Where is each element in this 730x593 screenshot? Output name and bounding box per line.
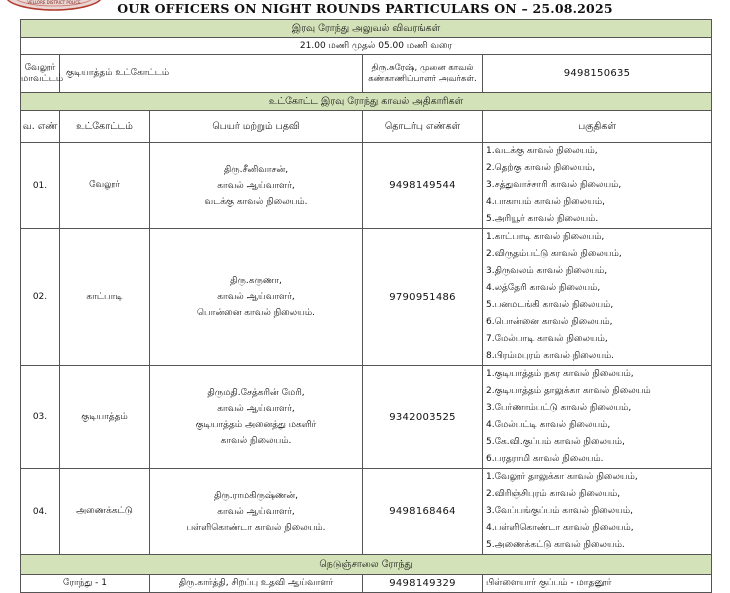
district-row	[21, 55, 712, 93]
highway-row	[21, 575, 712, 593]
row-officer	[150, 366, 363, 469]
area-item: 4.பள்ளிகொண்டா காவல் நிலையம்,	[486, 523, 634, 533]
area-item: 2.தெற்கு காவல் நிலையம்,	[486, 163, 596, 173]
district-name: வேலூர் மாவட்டம்	[21, 55, 60, 93]
district-subdivision: குடியாத்தம் உட்கோட்டம்	[60, 55, 363, 93]
officer-line: திரு.கருணா,	[230, 276, 282, 286]
row-subdivision: வேலூர்	[60, 143, 150, 229]
area-item: 1.குடியாத்தம் நகர காவல் நிலையம்,	[486, 369, 634, 379]
officer-line: திருமதி.சேத்கரின் மேரி,	[207, 388, 305, 398]
area-item: 3.வேப்பங்குப்பம் காவல் நிலையம்,	[486, 506, 633, 516]
officer-line: காவல் நிலையம்.	[220, 436, 292, 446]
area-item: 7.மேல்பாடி காவல் நிலையம்,	[486, 334, 608, 344]
time-row	[21, 38, 712, 55]
table-row	[21, 229, 712, 366]
subdivision-title: உட்கோட்ட இரவு ரோந்து காவல் அதிகாரிகள்	[21, 93, 712, 111]
officer-line: பள்ளிகொண்டா காவல் நிலையம்.	[186, 522, 326, 533]
time-range: 21.00 மணி முதல் 05.00 மணி வரை	[21, 38, 712, 55]
night-rounds-table	[20, 19, 712, 593]
row-officer	[150, 469, 363, 555]
area-item: 3.திருவலம் காவல் நிலையம்,	[486, 266, 608, 276]
area-item: 2.குடியாத்தம் தாலுக்கா காவல் நிலையம்	[486, 386, 651, 396]
header	[0, 0, 730, 20]
area-item: 5.பனமடங்கி காவல் நிலையம்,	[486, 300, 614, 310]
officer-line: காவல் ஆய்வாளர்,	[217, 506, 295, 517]
row-phone: 9498168464	[363, 469, 483, 555]
row-subdivision: அணைக்கட்டு	[60, 469, 150, 555]
area-item: 1.காட்பாடி காவல் நிலையம்,	[486, 232, 605, 242]
table-row	[21, 469, 712, 555]
row-areas	[483, 469, 712, 555]
officer-line: காவல் ஆய்வாளர்,	[217, 404, 295, 414]
area-item: 6.பரதராமி காவல் நிலையம்.	[486, 454, 604, 464]
row-subdivision: குடியாத்தம்	[60, 366, 150, 469]
row-sno: 02.	[21, 229, 60, 366]
row-sno: 04.	[21, 469, 60, 555]
row-subdivision: காட்பாடி	[60, 229, 150, 366]
area-item: 5.கே.வி.குப்பம் காவல் நிலையம்,	[486, 437, 625, 447]
subdivision-title-row	[21, 93, 712, 111]
area-item: 2.விரிஞ்சிபுரம் காவல் நிலையம்,	[486, 489, 621, 499]
officer-line: காவல் ஆய்வாளர்,	[217, 180, 295, 191]
row-areas	[483, 229, 712, 366]
svg-text:VELLORE DISTRICT POLICE: VELLORE DISTRICT POLICE	[27, 0, 81, 5]
row-phone: 9342003525	[363, 366, 483, 469]
area-item: 3.பேர்ணாம்பட்டு காவல் நிலையம்,	[486, 403, 632, 413]
area-item: 6.பொன்னை காவல் நிலையம்,	[486, 317, 613, 327]
row-areas	[483, 366, 712, 469]
highway-phone: 9498149329	[363, 575, 483, 593]
col-phone: தொடர்பு எண்கள்	[363, 111, 483, 143]
area-item: 4.மேல்பட்டி காவல் நிலையம்,	[486, 420, 611, 430]
row-phone: 9790951486	[363, 229, 483, 366]
col-name: பெயர் மற்றும் பதவி	[150, 111, 363, 143]
area-item: 3.சத்துவாச்சாரி காவல் நிலையம்,	[486, 180, 622, 190]
row-areas	[483, 143, 712, 229]
officer-line: குடியாத்தம் அனைத்து மகளிர்	[195, 420, 317, 430]
highway-officer: திரு.கார்த்தி, சிறப்பு உதவி ஆய்வாளர்	[150, 575, 363, 593]
row-sno: 03.	[21, 366, 60, 469]
area-item: 1.வேலூர் தாலுக்கா காவல் நிலையம்,	[486, 472, 638, 482]
area-item: 5.அணைக்கட்டு காவல் நிலையம்.	[486, 540, 625, 550]
area-item: 2.விருதம்பட்டு காவல் நிலையம்,	[486, 249, 622, 259]
col-sno: வ. எண்	[21, 111, 60, 143]
section-title: இரவு ரோந்து அலுவல் விவரங்கள்	[21, 20, 712, 38]
district-officer: திரு.சுரேஷ், முனை காவல் கண்காணிப்பாளர் அவர்கள்.	[363, 55, 483, 93]
table-row	[21, 366, 712, 469]
section-title-row	[21, 20, 712, 38]
row-officer	[150, 143, 363, 229]
officer-line: காவல் ஆய்வாளர்,	[217, 292, 295, 302]
col-subdivision: உட்கோட்டம்	[60, 111, 150, 143]
row-sno: 01.	[21, 143, 60, 229]
column-header-row	[21, 111, 712, 143]
highway-title: நெடுஞ்சாலை ரோந்து	[21, 555, 712, 575]
highway-title-row	[21, 555, 712, 575]
area-item: 4.பாகாயம் காவல் நிலையம்,	[486, 197, 605, 207]
area-item: 8.பிரம்மபுரம் காவல் நிலையம்.	[486, 351, 615, 361]
row-phone: 9498149544	[363, 143, 483, 229]
table-row	[21, 143, 712, 229]
officer-line: திரு.சீனிவாசன்,	[223, 164, 289, 175]
highway-area: பிள்ளையார் குப்பம் - மாதனூர்	[483, 575, 712, 593]
row-officer	[150, 229, 363, 366]
officer-line: பொன்னை காவல் நிலையம்.	[197, 308, 315, 318]
officer-line: திரு.ராமகிருஷ்ணன்,	[214, 490, 298, 501]
highway-label: ரோந்து - 1	[21, 575, 150, 593]
col-areas: பகுதிகள்	[483, 111, 712, 143]
page-title: OUR OFFICERS ON NIGHT ROUNDS PARTICULARS ON – 25.08.2025	[117, 1, 613, 16]
officer-line: வடக்கு காவல் நிலையம்.	[204, 196, 308, 207]
district-phone: 9498150635	[483, 55, 712, 93]
area-item: 1.வடக்கு காவல் நிலையம்,	[486, 146, 598, 156]
area-item: 4.லத்தேரி காவல் நிலையம்,	[486, 283, 601, 293]
area-item: 5.அரியூர் காவல் நிலையம்.	[486, 214, 599, 224]
